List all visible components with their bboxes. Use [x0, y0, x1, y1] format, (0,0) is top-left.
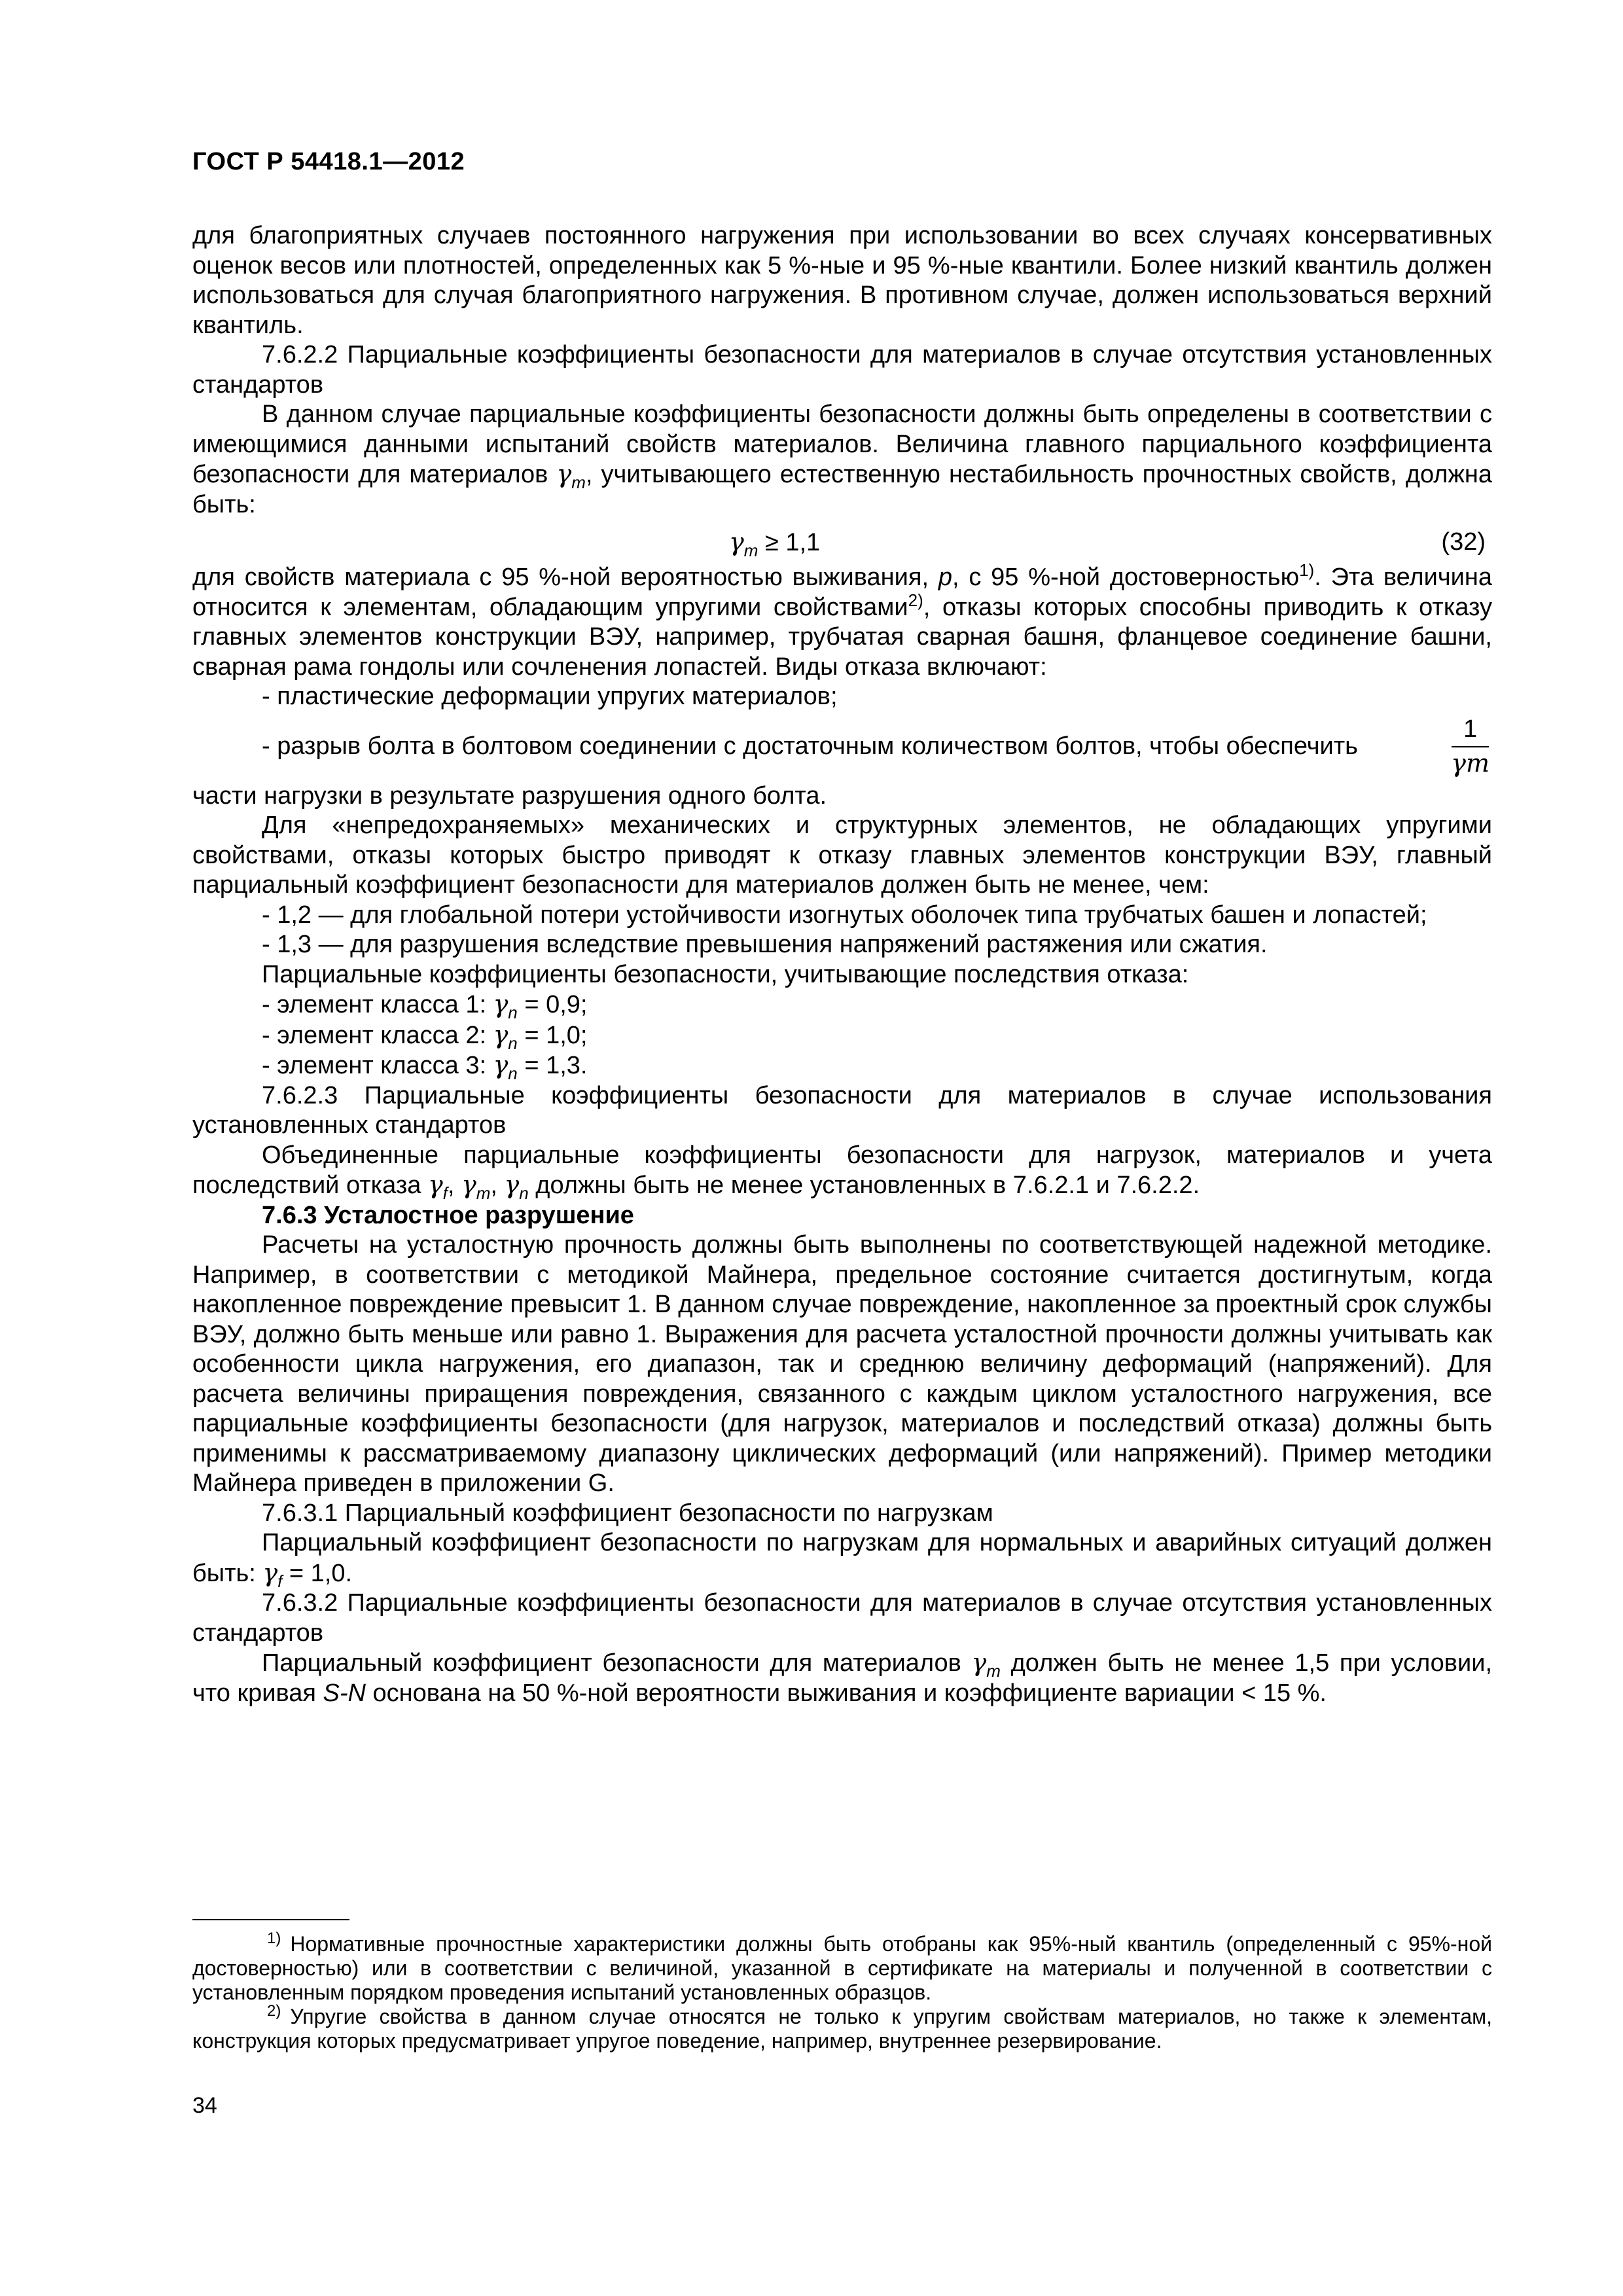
paragraph-4: [192, 560, 1492, 682]
gamma-f-subscript: f: [442, 1183, 448, 1203]
footnote-1-text: Нормативные прочностные характеристики должны быть отобраны как 95%-ный квантиль (определенный с 95%-ной достоверностью) или в соответствии с величиной, указанной в сертификате на материалы и полученной в соответствии с установленным порядком проведения испытаний установленных образцов.: [192, 1932, 1492, 2004]
class-3-label: - элемент класса 3:: [262, 1052, 493, 1079]
gamma-m-subscript-2: m: [476, 1183, 491, 1203]
gamma-m-subscript: m: [571, 473, 586, 492]
footnote-1: [192, 1929, 1492, 2005]
gamma-f-symbol-2: γ: [262, 1558, 278, 1587]
probability-p: p: [938, 564, 952, 591]
paragraph-6: Для «непредохраняемых» механических и структурных элементов, не обладающих упругими свойствами, отказы которых быстро приводят к отказу главных элементов конструкции ВЭУ, главный парциальный коэффициент безопасности для материалов должен быть не менее, чем:: [192, 812, 1492, 899]
formula-32: [192, 520, 1492, 563]
fraction-denominator: [1451, 747, 1489, 779]
class-3-gamma: γ: [493, 1050, 508, 1079]
paragraph-4-text-a: для свойств материала с 95 %-ной вероятностью выживания,: [192, 564, 938, 591]
gamma-m-symbol: γ: [556, 459, 572, 488]
gamma-f-subscript-2: f: [277, 1571, 283, 1591]
footnote-2-mark: 2): [267, 2002, 281, 2020]
paragraph-3: [192, 400, 1492, 520]
paragraph-9: [192, 1141, 1492, 1201]
sn-curve-label: S-N: [323, 1679, 366, 1707]
section-heading-7-6-3: 7.6.3 Усталостное разрушение: [262, 1201, 634, 1229]
class-1-subscript: n: [508, 1003, 518, 1022]
class-2-gamma: γ: [493, 1020, 508, 1049]
paragraph-14-text-a: Парциальный коэффициент безопасности для материалов: [262, 1649, 972, 1677]
fraction-gamma: γ: [1451, 748, 1466, 778]
fraction-numerator: 1: [1452, 715, 1489, 747]
document-header: ГОСТ Р 54418.1—2012: [192, 148, 465, 175]
paragraph-12: [192, 1528, 1492, 1591]
clause-7-6-2-2: 7.6.2.2 Парциальные коэффициенты безопасности для материалов в случае отсутствия установленных стандартов: [192, 341, 1492, 399]
class-2-label: - элемент класса 2:: [262, 1021, 493, 1049]
paragraph-3-text-b: , учитывающего естественную нестабильность прочностных свойств, должна быть:: [192, 461, 1493, 518]
paragraph-9-text-b: должны быть не менее установленных в 7.6.2.1 и 7.6.2.2.: [528, 1172, 1200, 1199]
paragraph-14: [192, 1648, 1492, 1708]
list-item-1-3: - 1,3 — для разрушения вследствие превышения напряжений растяжения или сжатия.: [262, 931, 1268, 958]
formula-rhs: ≥ 1,1: [758, 529, 821, 556]
paragraph-5: части нагрузки в результате разрушения одного болта.: [192, 781, 827, 810]
paragraph-9-text-a: Объединенные парциальные коэффициенты безопасности для нагрузок, материалов и учета последствий отказа: [192, 1141, 1492, 1199]
paragraph-12-text-a: Парциальный коэффициент безопасности по нагрузкам для нормальных и аварийных ситуаций должен быть:: [192, 1529, 1492, 1587]
class-3-value: = 1,3.: [517, 1052, 588, 1079]
list-item-class-2: [192, 1020, 1492, 1051]
paragraph-1: для благоприятных случаев постоянного нагружения при использовании во всех случаях консервативных оценок весов или плотностей, определенных как 5 %-ные и 95 %-ные квантили. Более низкий квантиль должен использоваться для случая благоприятного нагружения. В противном случае, должен использоваться верхний квантиль.: [192, 222, 1492, 339]
class-2-value: = 1,0;: [517, 1021, 588, 1049]
gamma-m-symbol-2: γ: [461, 1170, 476, 1199]
footnote-separator: [192, 1919, 349, 1920]
formula-gamma: γ: [729, 528, 744, 556]
paragraph-3-text-a: В данном случае парциальные коэффициенты безопасности должны быть определены в соответствии с имеющимися данными испытаний свойств материалов. Величина главного парциального коэффициента безопасности для материалов: [192, 401, 1492, 488]
class-2-subscript: n: [508, 1033, 518, 1053]
footnote-ref-2: 2): [908, 590, 923, 610]
paragraph-4-text-b: , с 95 %-ной достоверностью: [952, 564, 1300, 591]
clause-7-6-3-2: 7.6.3.2 Парциальные коэффициенты безопасности для материалов в случае отсутствия установленных стандартов: [192, 1589, 1492, 1647]
footnote-ref-1: 1): [1299, 560, 1315, 580]
paragraph-12-text-b: = 1,0.: [282, 1559, 353, 1587]
sep-2: ,: [490, 1172, 505, 1199]
footnote-2-text: Упругие свойства в данном случае относятся не только к упругим свойствам материалов, но также к элементам, конструкция которых предусматривает упругое поведение, например, внутреннее резервирование.: [192, 2005, 1492, 2053]
paragraph-10: Расчеты на усталостную прочность должны быть выполнены по соответствующей надежной методике. Например, в соответствии с методикой Майнера, предельное состояние считается достигнутым, когда накопленное повреждение превысит 1. В данном случае повреждение, накопленное за проектный срок службы ВЭУ, должно быть меньше или равно 1. Выражения для расчета усталостной прочности должны учитывать как особенности цикла нагружения, его диапазон, так и среднюю величину деформаций (напряжений). Для расчета величины приращения повреждения, связанного с каждым циклом усталостного нагружения, все парциальные коэффициенты безопасности (для нагрузок, материалов и последствий отказа) должны быть применимы к рассматриваемому диапазону циклических деформаций (или напряжений). Пример методики Майнера приведен в приложении G.: [192, 1231, 1492, 1497]
page-number: 34: [192, 2093, 217, 2118]
sep-1: ,: [447, 1172, 462, 1199]
formula-gamma-subscript: m: [743, 541, 758, 560]
paragraph-14-text-b: должен быть не менее 1,5 при условии, что кривая: [192, 1649, 1493, 1707]
class-1-gamma: γ: [493, 990, 508, 1018]
list-item-class-3: [192, 1050, 1492, 1081]
list-item-bolt-text: - разрыв болта в болтовом соединении с достаточным количеством болтов, чтобы обеспечить: [262, 732, 1358, 760]
footnote-2: [192, 2002, 1492, 2053]
clause-7-6-2-3: 7.6.2.3 Парциальные коэффициенты безопасности для материалов в случае использования установленных стандартов: [192, 1081, 1492, 1139]
paragraph-14-text-c: основана на 50 %-ной вероятности выживания и коэффициенте вариации < 15 %.: [365, 1679, 1327, 1707]
list-item-class-1: [192, 990, 1492, 1020]
clause-7-6-3-1: 7.6.3.1 Парциальный коэффициент безопасности по нагрузкам: [262, 1499, 993, 1527]
list-item-1-2: - 1,2 — для глобальной потери устойчивости изогнутых оболочек типа трубчатых башен и лопастей;: [262, 901, 1427, 929]
paragraph-7: Парциальные коэффициенты безопасности, учитывающие последствия отказа:: [262, 960, 1189, 988]
footnotes: [192, 1929, 1492, 2053]
gamma-n-symbol: γ: [504, 1170, 520, 1199]
fraction-gamma-subscript: m: [1465, 748, 1489, 778]
gamma-m-symbol-3: γ: [971, 1648, 987, 1677]
list-item-plastic: - пластические деформации упругих материалов;: [262, 683, 838, 710]
paragraph-4-text-c: . Эта величина относится к элементам, обладающим упругими свойствами: [192, 564, 1492, 621]
class-3-subscript: n: [508, 1064, 518, 1083]
paragraph-4-text-d: , отказы которых способны приводить к отказу главных элементов конструкции ВЭУ, например, трубчатая сварная башня, фланцевое соединение башни, сварная рама гондолы или сочленения лопастей. Виды отказа включают:: [192, 593, 1492, 681]
list-item-bolt: [192, 712, 1492, 781]
fraction-1-over-gamma-m: [1451, 715, 1489, 779]
document-body: [192, 221, 1492, 1708]
footnote-1-mark: 1): [267, 1929, 281, 1947]
class-1-label: - элемент класса 1:: [262, 991, 493, 1018]
formula-32-expression: [729, 528, 820, 558]
gamma-f-symbol: γ: [427, 1170, 443, 1199]
class-1-value: = 0,9;: [517, 991, 588, 1018]
gamma-m-subscript-3: m: [986, 1661, 1001, 1681]
formula-32-number: (32): [1441, 528, 1486, 556]
gamma-n-subscript: n: [519, 1183, 529, 1203]
